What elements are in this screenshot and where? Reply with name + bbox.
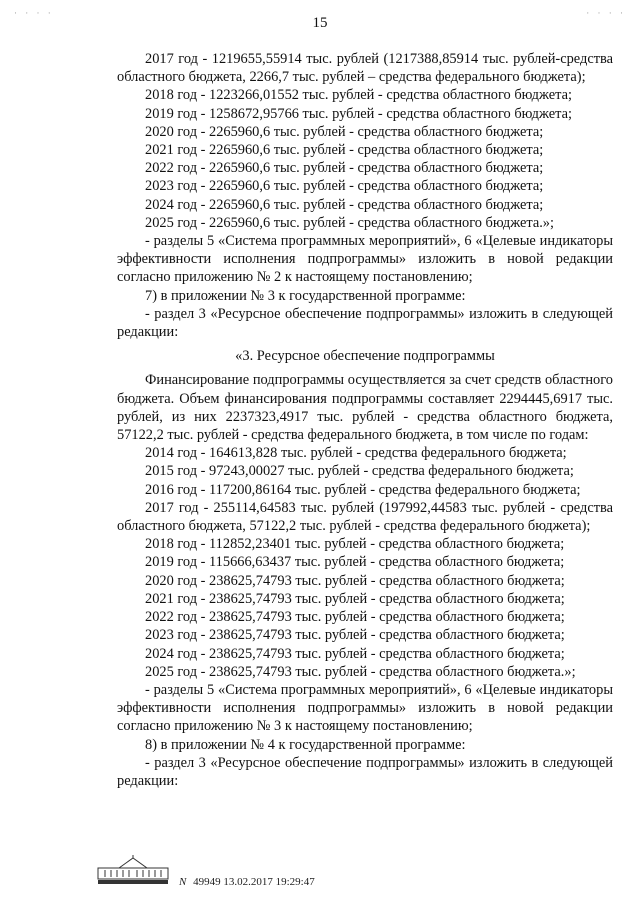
- document-datetime: 13.02.2017 19:29:47: [223, 876, 315, 888]
- paragraph: 2016 год - 117200,86164 тыс. рублей - средства федерального бюджета;: [145, 481, 581, 498]
- scan-artifact: · · · ·: [586, 8, 626, 18]
- paragraph: 2014 год - 164613,828 тыс. рублей - средства федерального бюджета;: [145, 445, 567, 462]
- paragraph: - раздел 3 «Ресурсное обеспечение подпрограммы» изложить в следующей редакции:: [117, 305, 613, 341]
- document-footer: [97, 855, 315, 890]
- document-body: [117, 50, 613, 790]
- paragraph: 2015 год - 97243,00027 тыс. рублей - средства федерального бюджета;: [145, 463, 574, 480]
- paragraph: 2025 год - 238625,74793 тыс. рублей - средства областного бюджета.»;: [145, 663, 576, 680]
- paragraph: 8) в приложении № 4 к государственной программе:: [145, 736, 466, 753]
- document-id: [179, 876, 315, 890]
- paragraph: 2024 год - 238625,74793 тыс. рублей - средства областного бюджета;: [145, 645, 565, 662]
- paragraph: - разделы 5 «Система программных мероприятий», 6 «Целевые индикаторы эффективности исполнения подпрограммы» изложить в новой редакции согласно приложению № 2 к настоящему постановлению;: [117, 233, 613, 286]
- paragraph: 2018 год - 1223266,01552 тыс. рублей - средства областного бюджета;: [145, 87, 572, 104]
- scan-artifact: · · · ·: [14, 8, 54, 18]
- paragraph: 2020 год - 2265960,6 тыс. рублей - средства областного бюджета;: [145, 123, 544, 140]
- paragraph: 2019 год - 1258672,95766 тыс. рублей - средства областного бюджета;: [145, 105, 572, 122]
- paragraph: 2019 год - 115666,63437 тыс. рублей - средства областного бюджета;: [145, 554, 565, 571]
- section-heading: «3. Ресурсное обеспечение подпрограммы: [235, 348, 495, 365]
- paragraph: 2017 год - 1219655,55914 тыс. рублей (1217388,85914 тыс. рублей-средства областного бюджета, 2266,7 тыс. рублей – средства федерального бюджета);: [117, 51, 613, 86]
- paragraph: 2017 год - 255114,64583 тыс. рублей (197992,44583 тыс. рублей - средства областного бюджета, 57122,2 тыс. рублей - средства федерального бюджета);: [117, 499, 613, 535]
- paragraph: 2024 год - 2265960,6 тыс. рублей - средства областного бюджета;: [145, 196, 544, 213]
- document-code: 49949: [193, 876, 221, 888]
- paragraph: - разделы 5 «Система программных мероприятий», 6 «Целевые индикаторы эффективности исполнения подпрограммы» изложить в новой редакции согласно приложению № 3 к настоящему постановлению;: [117, 681, 613, 735]
- paragraph: 2018 год - 112852,23401 тыс. рублей - средства областного бюджета;: [145, 536, 565, 553]
- paragraph: - раздел 3 «Ресурсное обеспечение подпрограммы» изложить в следующей редакции:: [117, 754, 613, 789]
- paragraph: Финансирование подпрограммы осуществляется за счет средств областного бюджета. Объем финансирования подпрограммы составляет 2294445,6917 тыс. рублей, из них 2237323,4917 тыс. рублей - средства областного бюджета, 57122,2 тыс. рублей - средства федерального бюджета, в том числе по годам:: [117, 372, 613, 444]
- building-stamp-icon: [97, 855, 169, 890]
- paragraph: 7) в приложении № 3 к государственной программе:: [145, 287, 466, 304]
- paragraph: 2023 год - 238625,74793 тыс. рублей - средства областного бюджета;: [145, 627, 565, 644]
- paragraph: 2020 год - 238625,74793 тыс. рублей - средства областного бюджета;: [145, 572, 565, 589]
- number-mark: N: [179, 876, 187, 888]
- paragraph: 2022 год - 2265960,6 тыс. рублей - средства областного бюджета;: [145, 160, 544, 177]
- paragraph: 2023 год - 2265960,6 тыс. рублей - средства областного бюджета;: [145, 178, 544, 195]
- paragraph: 2021 год - 238625,74793 тыс. рублей - средства областного бюджета;: [145, 590, 565, 607]
- paragraph: 2022 год - 238625,74793 тыс. рублей - средства областного бюджета;: [145, 609, 565, 626]
- page-number: 15: [312, 15, 328, 31]
- paragraph: 2021 год - 2265960,6 тыс. рублей - средства областного бюджета;: [145, 142, 544, 159]
- paragraph: 2025 год - 2265960,6 тыс. рублей - средства областного бюджета.»;: [145, 214, 554, 231]
